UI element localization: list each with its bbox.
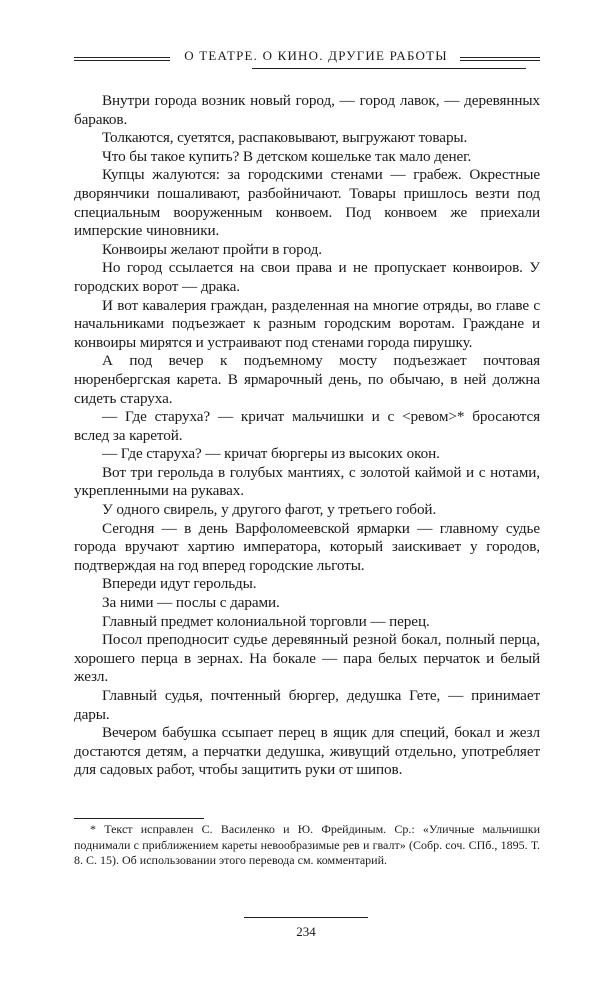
- paragraph: Сегодня — в день Варфоломеевской ярмарки — главному судье города вручают хартию императора, который заискивает у городов, подтверждая на год вперед городские льготы.: [74, 519, 540, 574]
- paragraph: Вот три герольда в голубых мантиях, с золотой каймой и с нотами, укрепленными на рукавах.: [74, 463, 540, 500]
- footnote-separator: [74, 818, 204, 819]
- paragraph: И вот кавалерия граждан, разделенная на многие отряды, во главе с начальниками подъезжает к разным городским воротам. Граждане и конвоиры мирятся и устраивают под стенами города пирушку.: [74, 296, 540, 351]
- paragraph: Но город ссылается на свои права и не пропускает конвоиров. У городских ворот — драка.: [74, 259, 540, 295]
- paragraph: — Где старуха? — кричат бюргеры из высоких окон.: [102, 445, 440, 463]
- page-number-rule: [244, 917, 368, 918]
- paragraph: За ними — послы с дарами.: [102, 594, 280, 612]
- paragraph: У одного свирель, у другого фагот, у третьего гобой.: [102, 501, 437, 519]
- paragraph: — Где старуха? — кричат мальчишки и с <ревом>* бросаются вслед за каретой.: [74, 408, 540, 444]
- paragraph: Главный судья, почтенный бюргер, дедушка Гете, — принимает дары.: [74, 687, 540, 723]
- main-text: [74, 92, 540, 780]
- header-rule-left: [74, 57, 170, 61]
- paragraph: Купцы жалуются: за городскими стенами — грабеж. Окрестные дворянчики пошаливают, разбойничают. Товары пришлось везти под специальным вооруженным конвоем. Под конвоем же приехали имперские чиновники.: [74, 166, 540, 240]
- paragraph: Впереди идут герольды.: [102, 575, 257, 593]
- paragraph: Внутри города возник новый город, — город лавок, — деревянных бараков.: [74, 92, 540, 128]
- header-underline: [252, 68, 526, 69]
- paragraph: А под вечер к подъемному мосту подъезжает почтовая нюренбергская карета. В ярмарочный день, по обычаю, в ней должна сидеть старуха.: [74, 352, 540, 407]
- paragraph: Вечером бабушка ссыпает перец в ящик для специй, бокал и жезл достаются детям, а перчатки дедушка, живущий отдельно, употребляет для садовых работ, чтобы защитить руки от шипов.: [74, 724, 540, 779]
- header-title: О ТЕАТРЕ. О КИНО. ДРУГИЕ РАБОТЫ: [184, 48, 448, 63]
- paragraph: Главный предмет колониальной торговли — перец.: [102, 612, 430, 630]
- paragraph: Посол преподносит судье деревянный резной бокал, полный перца, хорошего перца в зернах. На бокале — пара белых перчаток и белый жезл.: [74, 631, 540, 686]
- running-header: [74, 40, 540, 74]
- paragraph: Что бы такое купить? В детском кошельке так мало денег.: [102, 147, 472, 165]
- paragraph: Толкаются, суетятся, распаковывают, выгружают товары.: [102, 129, 468, 147]
- paragraph: Конвоиры желают пройти в город.: [102, 240, 323, 258]
- header-rule-right: [460, 57, 540, 61]
- footnote: * Текст исправлен С. Василенко и Ю. Фрейдиным. Ср.: «Уличные мальчишки поднимали с приближением кареты невообразимые рев и гвалт» (Собр. соч. СПб., 1895. Т. 8. С. 15). Об использовании этого перевода см. комментарий.: [74, 822, 540, 868]
- page-number: 234: [296, 924, 316, 939]
